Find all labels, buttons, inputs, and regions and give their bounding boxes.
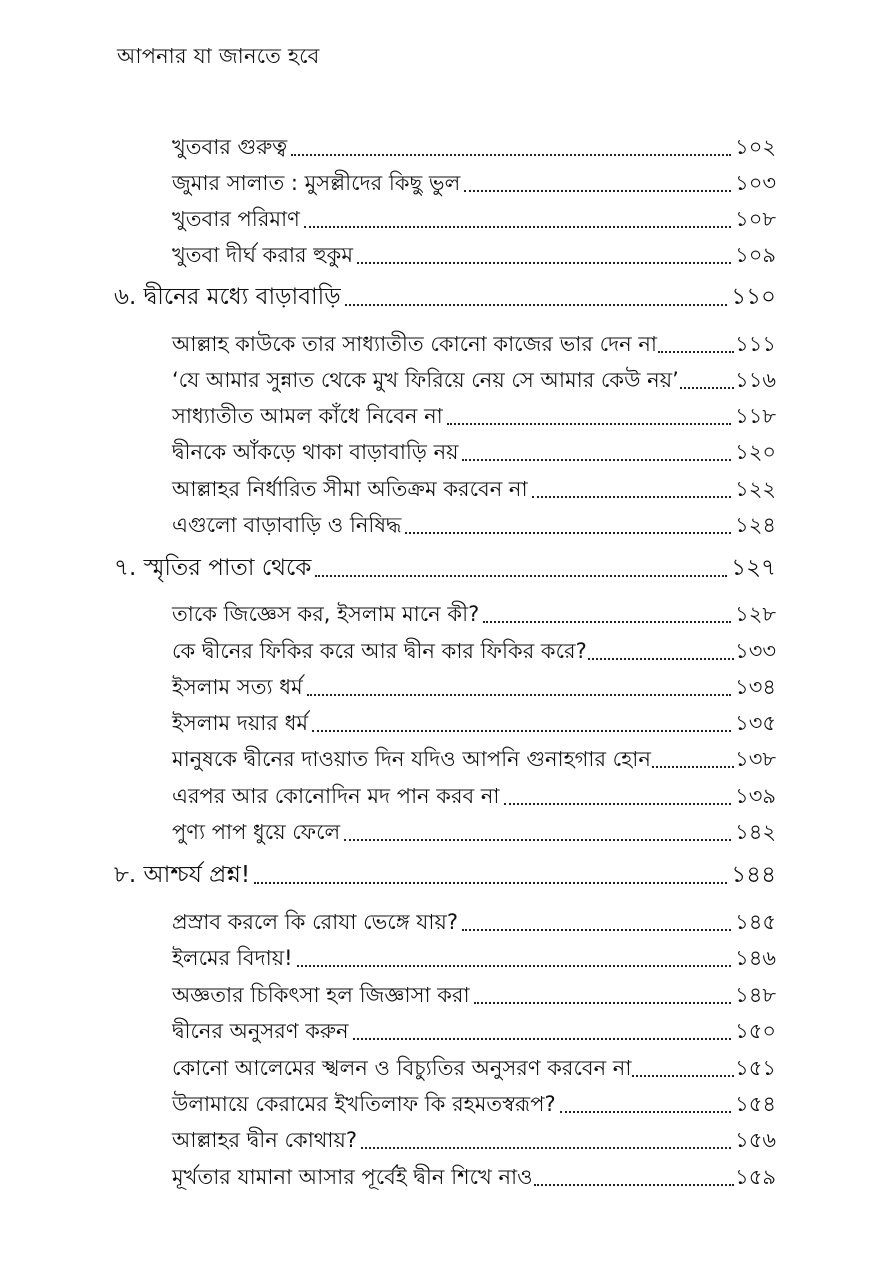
- dot-leader: [632, 1075, 734, 1077]
- toc-entry-title: মানুষকে দ্বীনের দাওয়াত দিন যদিও আপনি গুনাহগার হোন: [172, 747, 651, 771]
- dot-leader: [483, 621, 731, 623]
- toc-entry-page: ১৪৫: [735, 910, 776, 934]
- toc-entry-page: ১৩৫: [735, 711, 776, 735]
- toc-entry-page: ১৫১: [735, 1056, 776, 1080]
- dot-leader: [297, 965, 732, 967]
- dot-leader: [474, 1002, 732, 1004]
- toc-entry-title: ৮. আশ্চর্য প্রশ্ন!: [114, 862, 251, 888]
- dot-leader: [462, 929, 731, 931]
- toc-entry-title: ৬. দ্বীনের মধ্যে বাড়াবাড়ি: [114, 284, 341, 310]
- toc-entry: [172, 939, 776, 973]
- toc-entry: [172, 903, 776, 937]
- toc-entry-title: মূর্খতার যামানা আসার পূর্বেই দ্বীন শিখে নাও: [172, 1165, 533, 1189]
- dot-leader: [353, 1038, 732, 1040]
- toc-entry-page: ১২২: [735, 477, 776, 501]
- toc-entry-title: ইসলাম সত্য ধর্ম: [172, 675, 303, 699]
- toc-entry: [172, 128, 776, 162]
- toc-entry-title: খুতবা দীর্ঘ করার হুকুম: [172, 243, 354, 267]
- toc-entry-title: কে দ্বীনের ফিকির করে আর দ্বীন কার ফিকির করে?: [172, 639, 587, 663]
- toc-entry-page: ১৪৬: [735, 946, 776, 970]
- toc-entry-title: প্রস্রাব করলে কি রোযা ভেঙ্গে যায়?: [172, 910, 459, 934]
- dot-leader: [447, 423, 731, 425]
- dot-leader: [560, 1111, 732, 1113]
- toc-entry: [172, 976, 776, 1010]
- running-head: আপনার যা জানতে হবে: [117, 44, 320, 68]
- dot-leader: [464, 190, 731, 192]
- dot-leader: [534, 1184, 735, 1186]
- toc-entry-title: আল্লাহর দ্বীন কোথায়?: [172, 1128, 357, 1152]
- toc-entry-title: তাকে জিজ্ঞেস কর, ইসলাম মানে কী?: [172, 602, 480, 626]
- dot-leader: [357, 262, 731, 264]
- toc-entry: [172, 1049, 776, 1083]
- toc-entry-page: ১৫৬: [735, 1128, 776, 1152]
- toc-entry-page: ১৫৯: [735, 1165, 776, 1189]
- toc-entry-page: ১০৩: [735, 171, 776, 195]
- toc-entry-page: ১৩৩: [735, 639, 776, 663]
- dot-leader: [344, 839, 731, 841]
- toc-entry-page: ১২৪: [735, 513, 776, 537]
- toc-entry: [172, 325, 776, 359]
- dot-leader: [462, 459, 731, 461]
- toc-entry: [172, 740, 776, 774]
- toc-entry-title: খুতবার গুরুত্ব: [172, 135, 288, 159]
- toc-entry: [172, 813, 776, 847]
- toc-entry-title: দ্বীনকে আঁকড়ে থাকা বাড়াবাড়ি নয়: [172, 440, 459, 464]
- toc-entry-title: এগুলো বাড়াবাড়ি ও নিষিদ্ধ: [172, 513, 402, 537]
- toc-entry: [172, 164, 776, 198]
- dot-leader: [254, 882, 727, 884]
- toc-entry-title: সাধ্যাতীত আমল কাঁধে নিবেন না: [172, 404, 443, 428]
- toc-entry-title: খুতবার পরিমাণ: [172, 207, 300, 231]
- toc-entry-page: ১৪৪: [731, 862, 776, 888]
- toc-entry: [172, 200, 776, 234]
- dot-leader: [307, 694, 731, 696]
- toc-entry: [172, 668, 776, 702]
- dot-leader: [291, 154, 731, 156]
- toc-entry-page: ১২৭: [731, 555, 776, 581]
- toc-entry-title: ‘যে আমার সুন্নাত থেকে মুখ ফিরিয়ে নেয় সে আমার কেউ নয়’: [172, 368, 679, 392]
- toc-entry-page: ১৫৪: [735, 1092, 776, 1116]
- toc-entry: [172, 704, 776, 738]
- toc-entry-page: ১১০: [731, 284, 776, 310]
- toc-chapter: [114, 549, 776, 583]
- toc-chapter: [114, 278, 776, 312]
- toc-entry-title: ইসলাম দয়ার ধর্ম: [172, 711, 309, 735]
- toc-entry-page: ১৩৯: [735, 784, 776, 808]
- toc-entry-page: ১৪৮: [735, 983, 776, 1007]
- toc-entry-page: ১১৮: [735, 404, 776, 428]
- dot-leader: [532, 496, 732, 498]
- toc-entry-title: ইলমের বিদায়!: [172, 946, 293, 970]
- dot-leader: [315, 575, 727, 577]
- toc-entry-page: ১০৯: [735, 243, 776, 267]
- toc-entry: [172, 632, 776, 666]
- dot-leader: [312, 730, 731, 732]
- dot-leader: [504, 803, 732, 805]
- toc-entry-page: ১০৮: [735, 207, 776, 231]
- dot-leader: [345, 304, 728, 306]
- toc-entry: [172, 433, 776, 467]
- dot-leader: [588, 658, 734, 660]
- dot-leader: [361, 1147, 731, 1149]
- toc-entry: [172, 397, 776, 431]
- toc-entry-page: ১১১: [735, 332, 776, 356]
- toc-entry-page: ১৩৪: [735, 675, 776, 699]
- toc-entry-title: কোনো আলেমের স্খলন ও বিচ্যুতির অনুসরণ করবেন না: [172, 1056, 632, 1080]
- toc-entry: [172, 470, 776, 504]
- toc-entry: [172, 595, 776, 629]
- toc-entry: [172, 1085, 776, 1119]
- toc-entry-page: ১৫০: [735, 1019, 776, 1043]
- toc-entry-page: ১০২: [735, 135, 776, 159]
- toc-entry-title: এরপর আর কোনোদিন মদ পান করব না: [172, 784, 500, 808]
- toc-entry-page: ১৪২: [735, 820, 776, 844]
- toc-entry-title: পুণ্য পাপ ধুয়ে ফেলে: [172, 820, 341, 844]
- toc-entry-title: ৭. স্মৃতির পাতা থেকে: [114, 555, 312, 581]
- toc-entry-title: জুমার সালাত : মুসল্লীদের কিছু ভুল: [172, 171, 461, 195]
- toc-chapter: [114, 856, 776, 890]
- toc-entry: [172, 236, 776, 270]
- dot-leader: [405, 532, 731, 534]
- toc-entry: [172, 1121, 776, 1155]
- dot-leader: [304, 226, 731, 228]
- toc-entry-title: উলামায়ে কেরামের ইখতিলাফ কি রহমতস্বরূপ?: [172, 1092, 556, 1116]
- toc-entry-title: দ্বীনের অনুসরণ করুন: [172, 1019, 349, 1043]
- toc-entry-page: ১২০: [735, 440, 776, 464]
- toc-entry: [172, 506, 776, 540]
- toc-entry-page: ১৩৮: [735, 747, 776, 771]
- toc-entry-title: আল্লাহর নির্ধারিত সীমা অতিক্রম করবেন না: [172, 477, 528, 501]
- toc-entry: [172, 777, 776, 811]
- dot-leader: [680, 387, 734, 389]
- toc-entry-title: আল্লাহ কাউকে তার সাধ্যাতীত কোনো কাজের ভার দেন না: [172, 332, 657, 356]
- dot-leader: [658, 351, 734, 353]
- toc-entry-title: অজ্ঞতার চিকিৎসা হল জিজ্ঞাসা করা: [172, 983, 470, 1007]
- toc-entry: [172, 1158, 776, 1192]
- toc-entry: [172, 361, 776, 395]
- toc-entry-page: ১১৬: [735, 368, 776, 392]
- toc-entry-page: ১২৮: [735, 602, 776, 626]
- dot-leader: [652, 766, 734, 768]
- toc-entry: [172, 1012, 776, 1046]
